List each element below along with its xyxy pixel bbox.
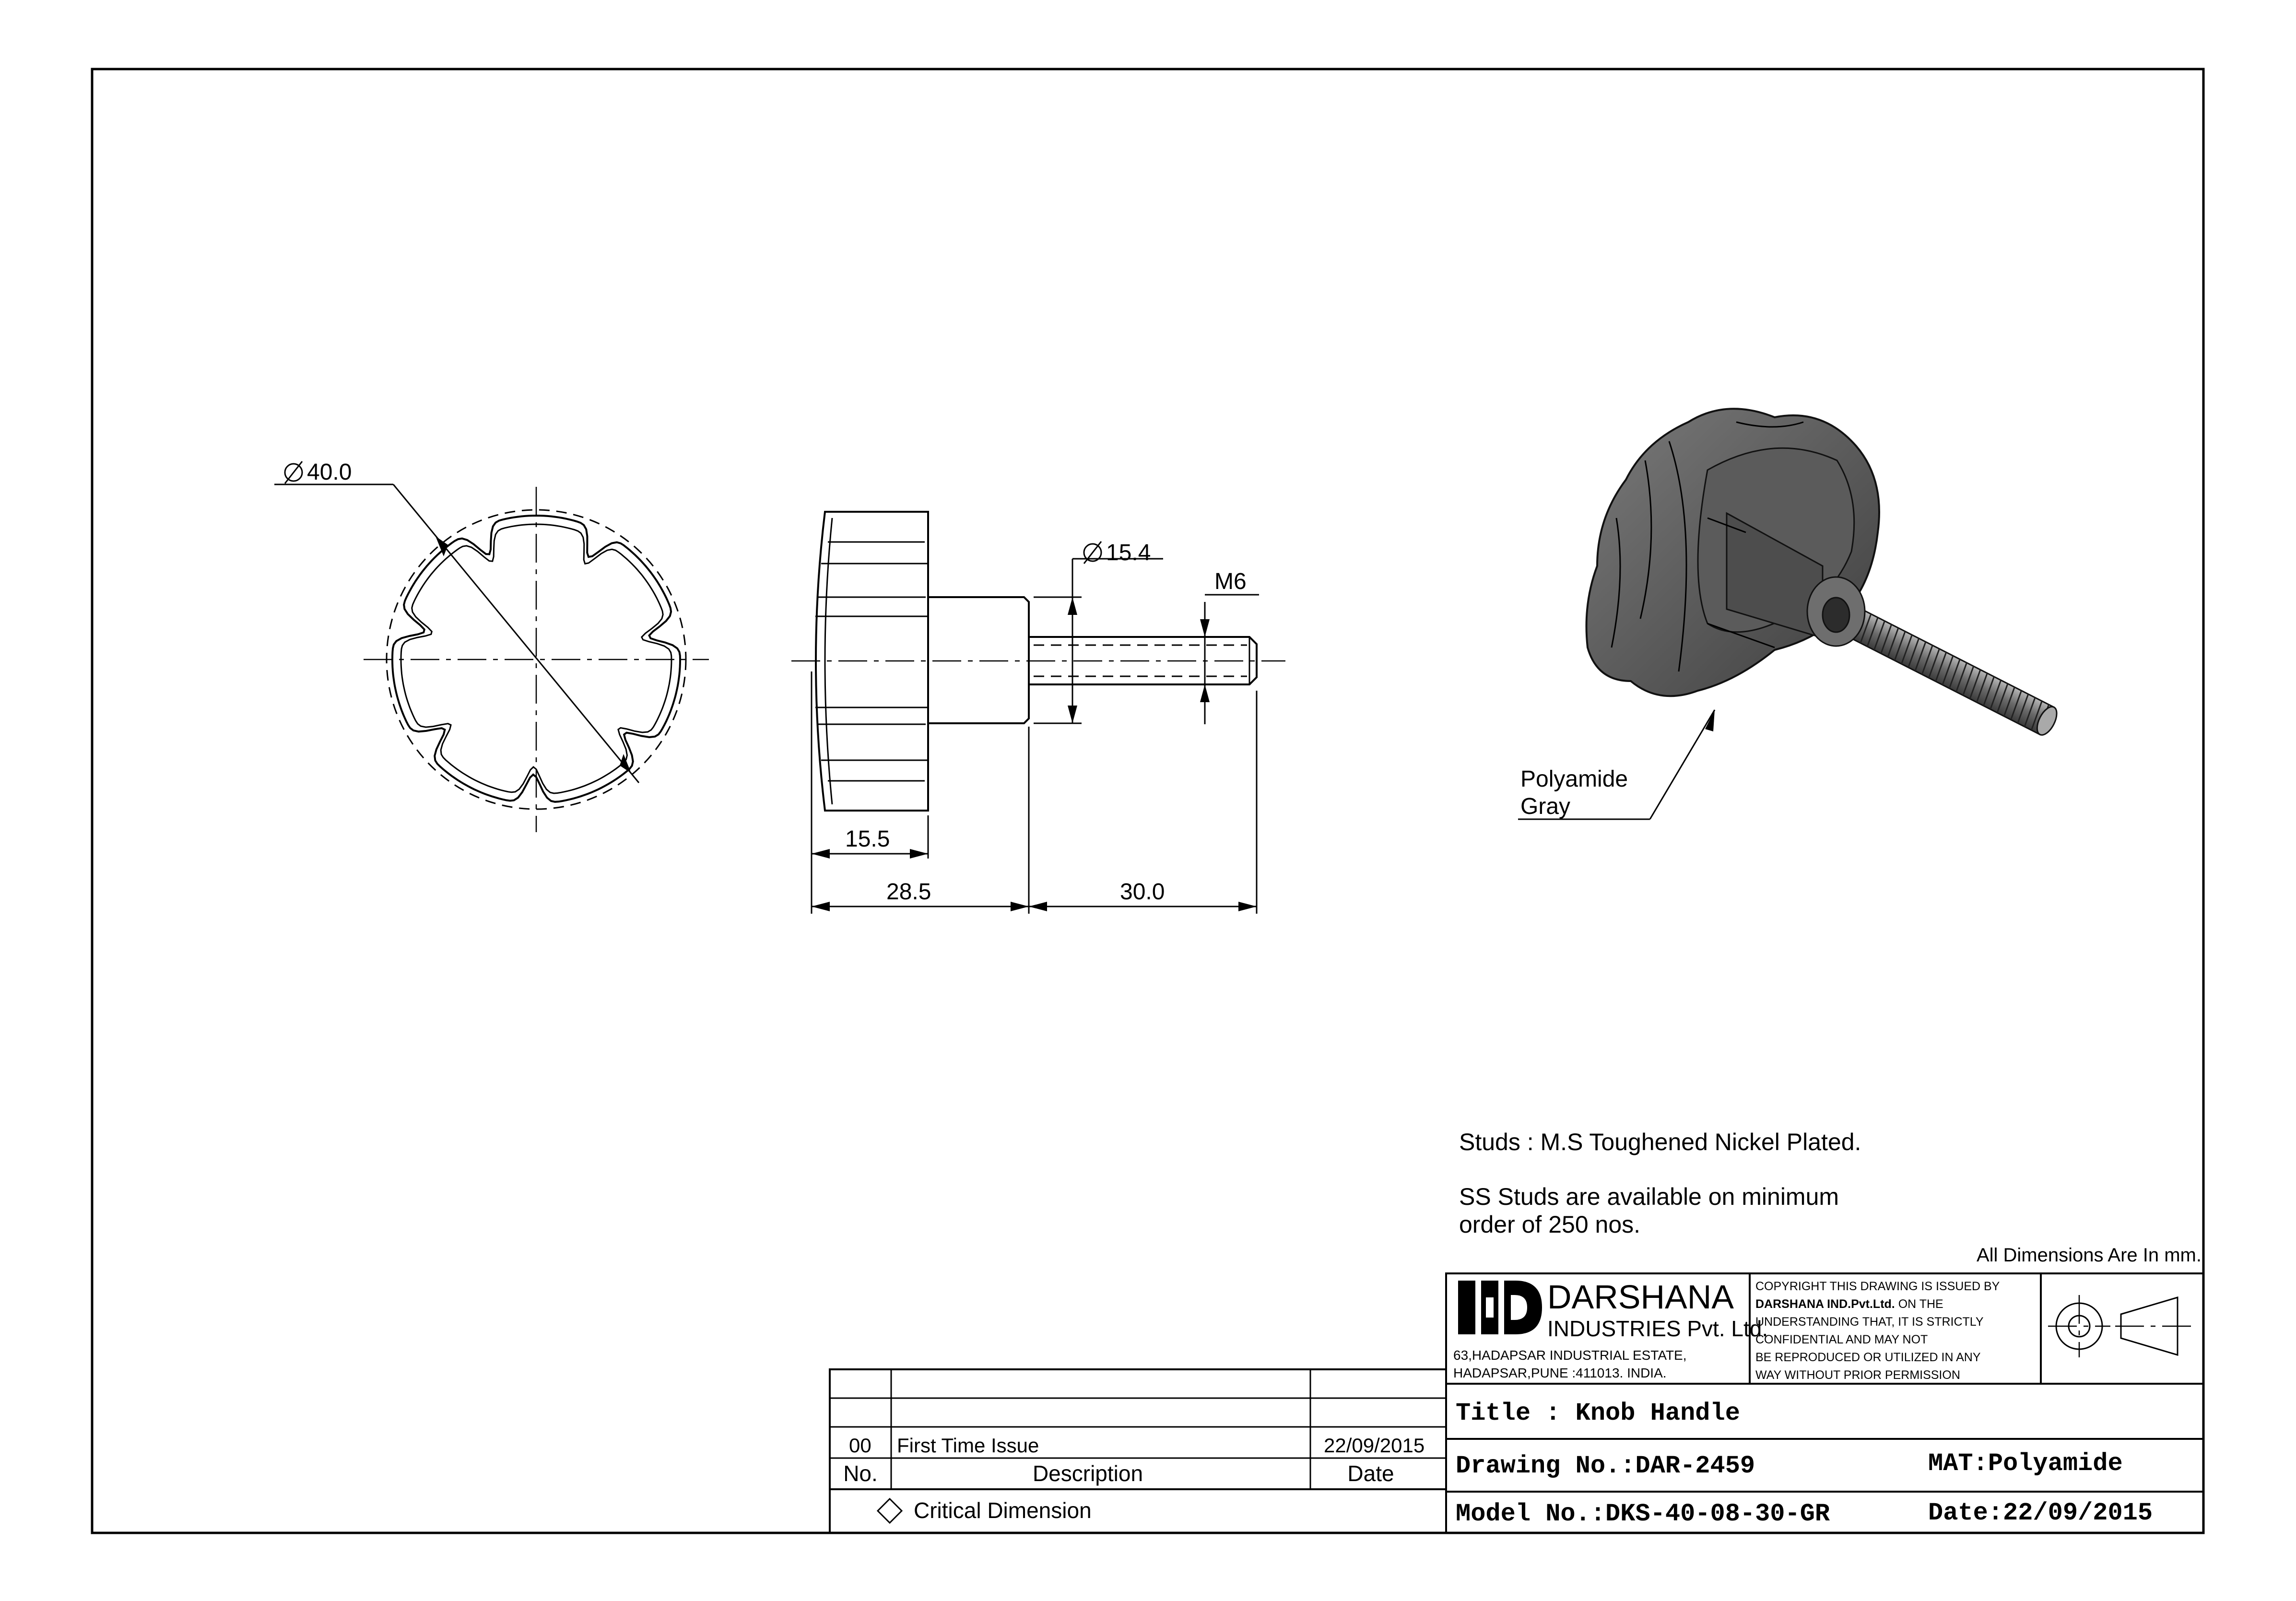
revision-date: 22/09/2015: [1324, 1434, 1425, 1457]
drawing-date: Date:22/09/2015: [1928, 1499, 2153, 1527]
title-block: [1446, 1273, 2203, 1533]
company-address-line1: 63,HADAPSAR INDUSTRIAL ESTATE,: [1453, 1348, 1687, 1363]
header-description: Description: [1032, 1461, 1143, 1486]
dim-diameter-boss: 15.4: [1106, 540, 1151, 565]
revision-table: [830, 1369, 1446, 1533]
copyright-line5: BE REPRODUCED OR UTILIZED IN ANY: [1755, 1351, 1981, 1364]
copyright-line1: COPYRIGHT THIS DRAWING IS ISSUED BY: [1755, 1280, 2000, 1293]
critical-dimension-label: Critical Dimension: [914, 1498, 1092, 1523]
header-no: No.: [843, 1461, 878, 1486]
svg-text:DARSHANA IND.Pvt.Ltd. ON THE: [1755, 1297, 1943, 1311]
side-view: [791, 512, 1285, 914]
dim-thread: M6: [1214, 569, 1247, 594]
company-name: DARSHANA: [1547, 1278, 1734, 1316]
dim-stud-length: 30.0: [1120, 879, 1165, 905]
model-number: Model No.:DKS-40-08-30-GR: [1456, 1500, 1830, 1528]
dim-diameter-head: 40.0: [307, 459, 352, 485]
critical-dimension-diamond-icon: [878, 1499, 902, 1523]
copyright-line2: ON THE: [1895, 1297, 1943, 1311]
note-ss-studs-line2: order of 250 nos.: [1459, 1211, 1641, 1238]
dim-body-length: 28.5: [886, 879, 931, 905]
revision-description: First Time Issue: [897, 1434, 1039, 1457]
note-units: All Dimensions Are In mm.: [1976, 1245, 2202, 1266]
projection-symbol-icon: [2048, 1295, 2197, 1357]
copyright-line3: UNDERSTANDING THAT, IT IS STRICTLY: [1755, 1315, 1984, 1329]
company-address-line2: HADAPSAR,PUNE :411013. INDIA.: [1453, 1366, 1667, 1380]
material-callout-line1: Polyamide: [1520, 766, 1628, 792]
revision-no: 00: [849, 1434, 871, 1457]
isometric-view: [1518, 409, 2061, 819]
company-subname: INDUSTRIES Pvt. Ltd.: [1547, 1316, 1768, 1341]
note-ss-studs-line1: SS Studs are available on minimum: [1459, 1183, 1839, 1210]
copyright-notice: [1755, 1280, 2000, 1382]
copyright-line6: WAY WITHOUT PRIOR PERMISSION: [1755, 1368, 1960, 1382]
drawing-number: Drawing No.:DAR-2459: [1456, 1452, 1755, 1480]
dim-head-length: 15.5: [845, 826, 890, 852]
material: MAT:Polyamide: [1928, 1449, 2123, 1478]
header-date: Date: [1347, 1461, 1394, 1486]
material-callout-line2: Gray: [1520, 794, 1571, 819]
note-studs: Studs : M.S Toughened Nickel Plated.: [1459, 1129, 1861, 1155]
drawing-title: Title : Knob Handle: [1456, 1399, 1740, 1427]
copyright-company: DARSHANA IND.Pvt.Ltd.: [1755, 1297, 1895, 1311]
front-view: [274, 459, 709, 832]
copyright-line4: CONFIDENTIAL AND MAY NOT: [1755, 1333, 1928, 1346]
sheet-border: [92, 69, 2203, 1533]
notes: [1459, 1129, 2202, 1266]
company-logo: [1458, 1281, 1542, 1334]
